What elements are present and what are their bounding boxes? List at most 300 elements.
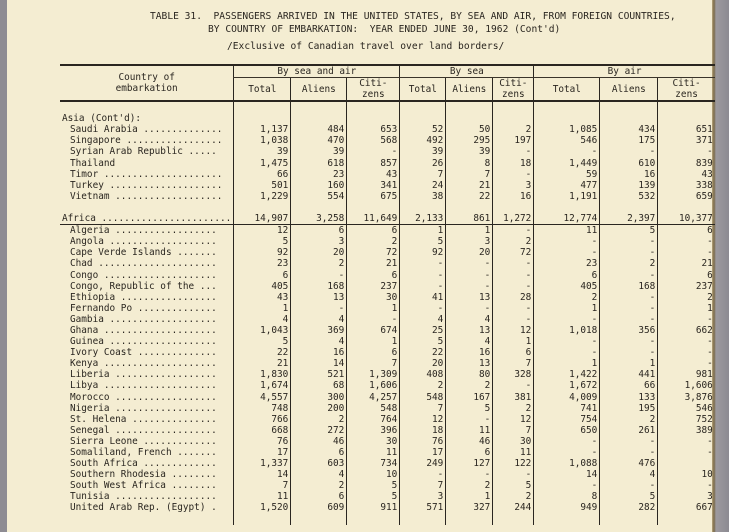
value-cell: 41 — [400, 292, 446, 303]
value-cell: 2,397 — [600, 213, 658, 225]
value-cell: 3,876 — [658, 392, 715, 403]
country-name: Ghana .................... — [70, 324, 217, 336]
value-cell: 3 — [400, 491, 446, 502]
value-cell: 554 — [291, 191, 347, 202]
spacer-cell — [493, 202, 534, 213]
spacer-row — [60, 202, 715, 213]
value-cell: - — [400, 270, 446, 281]
value-cell: 1,422 — [534, 369, 600, 380]
value-cell: 546 — [658, 403, 715, 414]
value-cell: 2 — [493, 491, 534, 502]
table-row — [60, 314, 715, 325]
value-cell: - — [493, 169, 534, 180]
value-cell: 5 — [400, 236, 446, 247]
value-cell: 548 — [347, 403, 400, 414]
value-cell: 1 — [446, 491, 493, 502]
value-cell: 139 — [600, 180, 658, 191]
table-row — [60, 347, 715, 358]
value-cell: 11 — [347, 447, 400, 458]
table-row — [60, 135, 715, 146]
value-cell: - — [446, 469, 493, 480]
value-cell: 14 — [291, 358, 347, 369]
value-cell: 6 — [291, 225, 347, 237]
value-cell: 1,475 — [234, 158, 291, 169]
value-cell: 7 — [400, 169, 446, 180]
stub-header — [60, 65, 234, 101]
value-cell: 200 — [291, 403, 347, 414]
value-cell: 66 — [234, 169, 291, 180]
value-cell: 7 — [493, 425, 534, 436]
empty-cell — [658, 113, 715, 124]
value-cell: 11,649 — [347, 213, 400, 225]
value-cell: 521 — [291, 369, 347, 380]
value-cell: 434 — [600, 124, 658, 135]
value-cell: 7 — [234, 480, 291, 491]
value-cell: 1,309 — [347, 369, 400, 380]
value-cell: - — [534, 436, 600, 447]
country-name: Ivory Coast .............. — [70, 347, 217, 359]
value-cell: 2 — [291, 258, 347, 269]
value-cell: 12 — [234, 225, 291, 237]
value-cell: 6 — [534, 270, 600, 281]
value-cell: 675 — [347, 191, 400, 202]
value-cell: 76 — [234, 436, 291, 447]
value-cell: 5 — [347, 480, 400, 491]
spacer-row — [60, 514, 715, 525]
value-cell: 14,907 — [234, 213, 291, 225]
value-cell: 741 — [534, 403, 600, 414]
value-cell: 327 — [446, 502, 493, 513]
value-cell: 5 — [234, 336, 291, 347]
spacer-cell — [400, 101, 446, 113]
value-cell: - — [658, 236, 715, 247]
value-cell: 3,258 — [291, 213, 347, 225]
value-cell: 46 — [446, 436, 493, 447]
value-cell: - — [493, 146, 534, 157]
column-header-sea-air-aliens: Aliens — [291, 78, 347, 102]
value-cell: 46 — [291, 436, 347, 447]
value-cell: 12 — [493, 325, 534, 336]
country-name: Guinea ................... — [70, 336, 217, 348]
country-name: Syrian Arab Republic ..... — [70, 146, 217, 158]
value-cell: 17 — [400, 447, 446, 458]
value-cell: - — [600, 270, 658, 281]
value-cell: 4,009 — [534, 392, 600, 403]
country-name: South West Africa ........ — [70, 480, 217, 492]
value-cell: 4 — [446, 336, 493, 347]
column-header-sea-air-total: Total — [234, 78, 291, 102]
value-cell: - — [658, 247, 715, 258]
value-cell: 13 — [446, 292, 493, 303]
value-cell: 168 — [600, 281, 658, 292]
value-cell: 167 — [446, 392, 493, 403]
value-cell: 6 — [291, 491, 347, 502]
group-sea-and-air: By sea and air — [234, 65, 400, 78]
value-cell: 23 — [291, 169, 347, 180]
value-cell: 92 — [234, 247, 291, 258]
value-cell: 6 — [347, 225, 400, 237]
value-cell: 2,133 — [400, 213, 446, 225]
value-cell: 470 — [291, 135, 347, 146]
value-cell: 2 — [600, 414, 658, 425]
value-cell: 76 — [400, 436, 446, 447]
value-cell: 1,672 — [534, 380, 600, 391]
value-cell: - — [493, 258, 534, 269]
country-name: Sierra Leone ............. — [70, 435, 217, 447]
value-cell: - — [493, 281, 534, 292]
value-cell: 1,018 — [534, 325, 600, 336]
spacer-cell — [658, 202, 715, 213]
value-cell: - — [493, 314, 534, 325]
value-cell: 16 — [446, 347, 493, 358]
spacer-cell — [446, 514, 493, 525]
value-cell: 2 — [493, 124, 534, 135]
value-cell: 754 — [534, 414, 600, 425]
country-name: Ethiopia ................. — [70, 291, 217, 303]
value-cell: - — [400, 303, 446, 314]
table-row — [60, 458, 715, 469]
value-cell: 50 — [446, 124, 493, 135]
value-cell: 2 — [446, 480, 493, 491]
value-cell: 43 — [234, 292, 291, 303]
value-cell: 1,272 — [493, 213, 534, 225]
value-cell: 6 — [493, 347, 534, 358]
spacer-cell — [347, 514, 400, 525]
value-cell: - — [400, 281, 446, 292]
value-cell: 6 — [347, 347, 400, 358]
value-cell: - — [600, 314, 658, 325]
spacer-cell — [234, 202, 291, 213]
value-cell: 1 — [493, 336, 534, 347]
column-header-sea-total: Total — [400, 78, 446, 102]
value-cell: 7 — [400, 403, 446, 414]
value-cell: 861 — [446, 213, 493, 225]
stub-header-line-2: embarkation — [115, 83, 178, 95]
value-cell: 1,088 — [534, 458, 600, 469]
value-cell: 10 — [658, 469, 715, 480]
spacer-cell — [600, 202, 658, 213]
stub-header-line-1: Country of — [118, 72, 175, 84]
value-cell: 476 — [600, 458, 658, 469]
value-cell: 20 — [291, 247, 347, 258]
value-cell: - — [446, 414, 493, 425]
value-cell: 175 — [600, 135, 658, 146]
value-cell: 949 — [534, 502, 600, 513]
value-cell: 1,137 — [234, 124, 291, 135]
value-cell: 300 — [291, 392, 347, 403]
column-header-air-total: Total — [534, 78, 600, 102]
value-cell: 328 — [493, 369, 534, 380]
value-cell: 22 — [234, 347, 291, 358]
group-header-row — [60, 65, 715, 78]
value-cell: 30 — [493, 436, 534, 447]
value-cell: 12,774 — [534, 213, 600, 225]
country-name: Libya .................... — [70, 380, 217, 392]
value-cell: - — [534, 146, 600, 157]
value-cell: 11 — [534, 225, 600, 237]
value-cell: 4,257 — [347, 392, 400, 403]
value-cell: - — [534, 347, 600, 358]
table-row — [60, 392, 715, 403]
country-name: Timor ..................... — [70, 168, 223, 180]
value-cell: 1,520 — [234, 502, 291, 513]
table-row — [60, 436, 715, 447]
value-cell: 734 — [347, 458, 400, 469]
value-cell: 1,229 — [234, 191, 291, 202]
value-cell: 80 — [446, 369, 493, 380]
value-cell: 548 — [400, 392, 446, 403]
table-row — [60, 403, 715, 414]
value-cell: 5 — [446, 403, 493, 414]
empty-cell — [600, 113, 658, 124]
value-cell: 272 — [291, 425, 347, 436]
value-cell: 43 — [347, 169, 400, 180]
value-cell: 43 — [658, 169, 715, 180]
value-cell: 5 — [347, 491, 400, 502]
spacer-cell — [493, 514, 534, 525]
country-name: Chad ..................... — [70, 258, 217, 270]
value-cell: 11 — [234, 491, 291, 502]
value-cell: 338 — [658, 180, 715, 191]
value-cell: 3 — [291, 236, 347, 247]
value-cell: 18 — [493, 158, 534, 169]
value-cell: 610 — [600, 158, 658, 169]
value-cell: 6 — [658, 225, 715, 237]
value-cell: 396 — [347, 425, 400, 436]
value-cell: 1 — [234, 303, 291, 314]
value-cell: - — [347, 314, 400, 325]
value-cell: 1,606 — [658, 380, 715, 391]
value-cell: - — [600, 146, 658, 157]
value-cell: 484 — [291, 124, 347, 135]
value-cell: 4,557 — [234, 392, 291, 403]
value-cell: 16 — [291, 347, 347, 358]
country-name: Cape Verde Islands ....... — [70, 247, 217, 259]
value-cell: - — [658, 347, 715, 358]
value-cell: 26 — [400, 158, 446, 169]
country-name: Congo .................... — [70, 269, 217, 281]
table-row — [60, 180, 715, 191]
value-cell: 766 — [234, 414, 291, 425]
value-cell: - — [600, 347, 658, 358]
spacer-cell — [291, 101, 347, 113]
spacer-cell — [60, 101, 234, 113]
value-cell: 66 — [600, 380, 658, 391]
table-row — [60, 281, 715, 292]
value-cell: 7 — [446, 169, 493, 180]
table-row — [60, 303, 715, 314]
value-cell: 5 — [400, 336, 446, 347]
value-cell: - — [600, 336, 658, 347]
spacer-cell — [658, 101, 715, 113]
group-sea: By sea — [400, 65, 534, 78]
value-cell: 92 — [400, 247, 446, 258]
value-cell: 603 — [291, 458, 347, 469]
table-row — [60, 447, 715, 458]
empty-cell — [493, 113, 534, 124]
value-cell: 6 — [291, 447, 347, 458]
value-cell: 4 — [400, 314, 446, 325]
value-cell: 568 — [347, 135, 400, 146]
table-row — [60, 369, 715, 380]
value-cell: 2 — [291, 480, 347, 491]
table-row — [60, 169, 715, 180]
value-cell: 12 — [400, 414, 446, 425]
country-name: Angola ................... — [70, 236, 217, 248]
value-cell: 546 — [534, 135, 600, 146]
value-cell: 659 — [658, 191, 715, 202]
spacer-cell — [534, 514, 600, 525]
empty-cell — [400, 113, 446, 124]
spacer-cell — [291, 202, 347, 213]
spacer-cell — [534, 101, 600, 113]
value-cell: 618 — [291, 158, 347, 169]
value-cell: 1,674 — [234, 380, 291, 391]
value-cell: 609 — [291, 502, 347, 513]
table-row — [60, 469, 715, 480]
table-row — [60, 247, 715, 258]
value-cell: - — [534, 247, 600, 258]
value-cell: 1,830 — [234, 369, 291, 380]
value-cell: - — [446, 303, 493, 314]
value-cell: 752 — [658, 414, 715, 425]
value-cell: 1 — [534, 303, 600, 314]
value-cell: 10,377 — [658, 213, 715, 225]
table-row — [60, 425, 715, 436]
value-cell: 11 — [446, 425, 493, 436]
value-cell: - — [493, 270, 534, 281]
title-line-2: BY COUNTRY OF EMBARKATION: YEAR ENDED JUNE 30, 1962 (Cont'd) — [208, 24, 561, 35]
value-cell: 5 — [600, 225, 658, 237]
spacer-cell — [60, 514, 234, 525]
country-name: Southern Rhodesia ........ — [70, 469, 217, 481]
value-cell: 911 — [347, 502, 400, 513]
table-row — [60, 414, 715, 425]
country-name: Singapore ................. — [70, 135, 223, 147]
empty-cell — [234, 113, 291, 124]
spacer-cell — [234, 101, 291, 113]
value-cell: 7 — [493, 358, 534, 369]
value-cell: - — [600, 436, 658, 447]
spacer-cell — [347, 202, 400, 213]
column-header-sea-air-citizens: Citi- zens — [347, 78, 400, 102]
scan-left-edge — [0, 0, 7, 532]
table-row — [60, 358, 715, 369]
value-cell: 4 — [600, 469, 658, 480]
value-cell: 8 — [534, 491, 600, 502]
table-row — [60, 380, 715, 391]
spacer-cell — [400, 202, 446, 213]
value-cell: 30 — [347, 292, 400, 303]
spacer-cell — [291, 514, 347, 525]
spacer-cell — [493, 101, 534, 113]
value-cell: 2 — [600, 258, 658, 269]
value-cell: - — [658, 314, 715, 325]
country-name: Africa ....................... — [60, 213, 234, 225]
value-cell: 25 — [400, 325, 446, 336]
value-cell: 1,191 — [534, 191, 600, 202]
table-row — [60, 480, 715, 491]
value-cell: 532 — [600, 191, 658, 202]
value-cell: - — [291, 270, 347, 281]
region-label-asia: Asia (Cont'd): — [62, 113, 142, 125]
value-cell: 7 — [400, 480, 446, 491]
table-body — [60, 101, 715, 525]
value-cell: - — [658, 336, 715, 347]
value-cell: 14 — [234, 469, 291, 480]
column-header-sea-aliens: Aliens — [446, 78, 493, 102]
value-cell: 160 — [291, 180, 347, 191]
value-cell: 1,085 — [534, 124, 600, 135]
value-cell: 38 — [400, 191, 446, 202]
value-cell: 133 — [600, 392, 658, 403]
value-cell: - — [534, 447, 600, 458]
value-cell: 492 — [400, 135, 446, 146]
value-cell: 4 — [234, 314, 291, 325]
country-name: Kenya .................... — [70, 358, 217, 370]
value-cell: 10 — [347, 469, 400, 480]
empty-cell — [446, 113, 493, 124]
spacer-cell — [446, 101, 493, 113]
value-cell: 662 — [658, 325, 715, 336]
value-cell: 477 — [534, 180, 600, 191]
value-cell: 13 — [446, 358, 493, 369]
value-cell: 2 — [493, 236, 534, 247]
value-cell: - — [400, 469, 446, 480]
value-cell: - — [493, 303, 534, 314]
value-cell: 28 — [493, 292, 534, 303]
value-cell: 5 — [600, 491, 658, 502]
country-name: St. Helena ............... — [70, 413, 217, 425]
value-cell: 356 — [600, 325, 658, 336]
value-cell: 1 — [347, 336, 400, 347]
spacer-cell — [60, 202, 234, 213]
value-cell: 249 — [400, 458, 446, 469]
value-cell: - — [493, 225, 534, 237]
spacer-cell — [658, 514, 715, 525]
value-cell: 381 — [493, 392, 534, 403]
value-cell: 4 — [291, 336, 347, 347]
value-cell: 571 — [400, 502, 446, 513]
table-row — [60, 124, 715, 135]
spacer-row — [60, 101, 715, 113]
value-cell: 13 — [446, 325, 493, 336]
value-cell: - — [600, 236, 658, 247]
value-cell: 2 — [493, 403, 534, 414]
value-cell: 14 — [534, 469, 600, 480]
value-cell: 3 — [658, 491, 715, 502]
value-cell: 21 — [234, 358, 291, 369]
value-cell: 5 — [234, 236, 291, 247]
value-cell: - — [658, 146, 715, 157]
value-cell: 857 — [347, 158, 400, 169]
spacer-cell — [534, 202, 600, 213]
value-cell: 39 — [234, 146, 291, 157]
country-name: Turkey .................... — [70, 179, 223, 191]
value-cell: 674 — [347, 325, 400, 336]
country-name: Nigeria .................. — [70, 402, 217, 414]
value-cell: 195 — [600, 403, 658, 414]
value-cell: - — [493, 380, 534, 391]
column-header-sea-citizens: Citi- zens — [493, 78, 534, 102]
country-name: Congo, Republic of the ... — [70, 280, 217, 292]
value-cell: 5 — [493, 480, 534, 491]
value-cell: 8 — [446, 158, 493, 169]
value-cell: 11 — [493, 447, 534, 458]
value-cell: - — [291, 303, 347, 314]
table-row — [60, 270, 715, 281]
value-cell: 22 — [400, 347, 446, 358]
